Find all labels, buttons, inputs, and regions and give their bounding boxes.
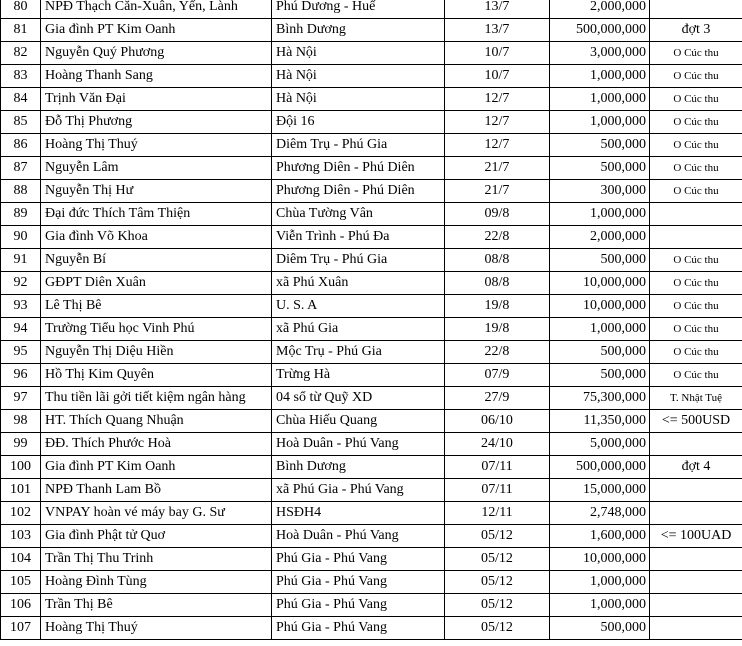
row-number-cell: 85 bbox=[1, 111, 41, 134]
table-row bbox=[1, 318, 742, 341]
row-number-cell: 104 bbox=[1, 548, 41, 571]
table-row bbox=[1, 65, 742, 88]
amount-cell: 500,000 bbox=[550, 157, 650, 180]
location-cell: Hoà Duân - Phú Vang bbox=[272, 525, 445, 548]
note-cell bbox=[650, 502, 742, 525]
amount-cell: 3,000,000 bbox=[550, 42, 650, 65]
donor-name-cell: Hồ Thị Kim Quyên bbox=[41, 364, 272, 387]
date-cell: 06/10 bbox=[445, 410, 550, 433]
table-row bbox=[1, 410, 742, 433]
table-row bbox=[1, 272, 742, 295]
note-cell: O Cúc thu bbox=[650, 318, 742, 341]
table-row bbox=[1, 180, 742, 203]
location-cell: Bình Dương bbox=[272, 456, 445, 479]
donor-name-cell: Gia đình PT Kim Oanh bbox=[41, 456, 272, 479]
note-cell: O Cúc thu bbox=[650, 88, 742, 111]
location-cell: xã Phú Gia - Phú Vang bbox=[272, 479, 445, 502]
donor-name-cell: Hoàng Đình Tùng bbox=[41, 571, 272, 594]
table-row bbox=[1, 226, 742, 249]
row-number-cell: 90 bbox=[1, 226, 41, 249]
donor-name-cell: Gia đình PT Kim Oanh bbox=[41, 19, 272, 42]
date-cell: 22/8 bbox=[445, 341, 550, 364]
date-cell: 09/8 bbox=[445, 203, 550, 226]
date-cell: 21/7 bbox=[445, 157, 550, 180]
date-cell: 12/7 bbox=[445, 111, 550, 134]
amount-cell: 2,000,000 bbox=[550, 226, 650, 249]
date-cell: 08/8 bbox=[445, 249, 550, 272]
location-cell: Phương Diên - Phú Diên bbox=[272, 157, 445, 180]
amount-cell: 500,000 bbox=[550, 617, 650, 640]
amount-cell: 500,000,000 bbox=[550, 456, 650, 479]
donor-name-cell: Đỗ Thị Phương bbox=[41, 111, 272, 134]
table-row bbox=[1, 157, 742, 180]
amount-cell: 10,000,000 bbox=[550, 295, 650, 318]
row-number-cell: 98 bbox=[1, 410, 41, 433]
note-cell: O Cúc thu bbox=[650, 180, 742, 203]
location-cell: xã Phú Gia bbox=[272, 318, 445, 341]
note-cell bbox=[650, 479, 742, 502]
row-number-cell: 95 bbox=[1, 341, 41, 364]
donor-name-cell: Hoàng Thị Thuý bbox=[41, 134, 272, 157]
location-cell: Mộc Trụ - Phú Gia bbox=[272, 341, 445, 364]
note-cell bbox=[650, 571, 742, 594]
row-number-cell: 100 bbox=[1, 456, 41, 479]
row-number-cell: 101 bbox=[1, 479, 41, 502]
note-cell: O Cúc thu bbox=[650, 249, 742, 272]
date-cell: 13/7 bbox=[445, 19, 550, 42]
date-cell: 12/7 bbox=[445, 134, 550, 157]
note-cell: <= 500USD bbox=[650, 410, 742, 433]
location-cell: Phú Gia - Phú Vang bbox=[272, 548, 445, 571]
table-row bbox=[1, 548, 742, 571]
note-cell bbox=[650, 433, 742, 456]
table-row bbox=[1, 387, 742, 410]
date-cell: 07/11 bbox=[445, 479, 550, 502]
row-number-cell: 97 bbox=[1, 387, 41, 410]
note-cell bbox=[650, 594, 742, 617]
row-number-cell: 96 bbox=[1, 364, 41, 387]
date-cell: 22/8 bbox=[445, 226, 550, 249]
donor-name-cell: Trịnh Văn Đại bbox=[41, 88, 272, 111]
date-cell: 12/7 bbox=[445, 88, 550, 111]
row-number-cell: 102 bbox=[1, 502, 41, 525]
row-number-cell: 92 bbox=[1, 272, 41, 295]
amount-cell: 15,000,000 bbox=[550, 479, 650, 502]
donor-name-cell: Hoàng Thị Thuý bbox=[41, 617, 272, 640]
donor-name-cell: NPĐ Thạch Căn-Xuân, Yến, Lành bbox=[41, 0, 272, 19]
location-cell: Phú Dương - Huế bbox=[272, 0, 445, 19]
donor-name-cell: Trần Thị Bê bbox=[41, 594, 272, 617]
amount-cell: 500,000,000 bbox=[550, 19, 650, 42]
donor-name-cell: HT. Thích Quang Nhuận bbox=[41, 410, 272, 433]
amount-cell: 500,000 bbox=[550, 341, 650, 364]
date-cell: 08/8 bbox=[445, 272, 550, 295]
donor-name-cell: Nguyễn Bí bbox=[41, 249, 272, 272]
note-cell: đợt 3 bbox=[650, 19, 742, 42]
row-number-cell: 106 bbox=[1, 594, 41, 617]
date-cell: 10/7 bbox=[445, 65, 550, 88]
donor-name-cell: Nguyễn Thị Diệu Hiền bbox=[41, 341, 272, 364]
note-cell: <= 100UAD bbox=[650, 525, 742, 548]
row-number-cell: 107 bbox=[1, 617, 41, 640]
date-cell: 19/8 bbox=[445, 318, 550, 341]
row-number-cell: 81 bbox=[1, 19, 41, 42]
row-number-cell: 80 bbox=[1, 0, 41, 19]
date-cell: 21/7 bbox=[445, 180, 550, 203]
location-cell: Bình Dương bbox=[272, 19, 445, 42]
amount-cell: 2,000,000 bbox=[550, 0, 650, 19]
donor-name-cell: ĐĐ. Thích Phước Hoà bbox=[41, 433, 272, 456]
note-cell: O Cúc thu bbox=[650, 295, 742, 318]
amount-cell: 11,350,000 bbox=[550, 410, 650, 433]
amount-cell: 1,000,000 bbox=[550, 594, 650, 617]
table-row bbox=[1, 525, 742, 548]
table-row bbox=[1, 134, 742, 157]
location-cell: 04 sổ từ Quỹ XD bbox=[272, 387, 445, 410]
donor-name-cell: Thu tiền lãi gởi tiết kiệm ngân hàng bbox=[41, 387, 272, 410]
table-row bbox=[1, 111, 742, 134]
donor-name-cell: VNPAY hoàn vé máy bay G. Sư bbox=[41, 502, 272, 525]
location-cell: Chùa Tường Vân bbox=[272, 203, 445, 226]
amount-cell: 300,000 bbox=[550, 180, 650, 203]
date-cell: 05/12 bbox=[445, 617, 550, 640]
donor-name-cell: Hoàng Thanh Sang bbox=[41, 65, 272, 88]
amount-cell: 1,600,000 bbox=[550, 525, 650, 548]
donor-name-cell: Nguyễn Quý Phương bbox=[41, 42, 272, 65]
location-cell: HSĐH4 bbox=[272, 502, 445, 525]
row-number-cell: 82 bbox=[1, 42, 41, 65]
donor-name-cell: Gia đình Võ Khoa bbox=[41, 226, 272, 249]
note-cell: O Cúc thu bbox=[650, 272, 742, 295]
table-row bbox=[1, 502, 742, 525]
amount-cell: 75,300,000 bbox=[550, 387, 650, 410]
amount-cell: 1,000,000 bbox=[550, 571, 650, 594]
location-cell: Hà Nội bbox=[272, 65, 445, 88]
table-row bbox=[1, 364, 742, 387]
location-cell: Chùa Hiếu Quang bbox=[272, 410, 445, 433]
amount-cell: 500,000 bbox=[550, 364, 650, 387]
row-number-cell: 86 bbox=[1, 134, 41, 157]
table-row bbox=[1, 571, 742, 594]
note-cell: O Cúc thu bbox=[650, 65, 742, 88]
amount-cell: 500,000 bbox=[550, 134, 650, 157]
date-cell: 10/7 bbox=[445, 42, 550, 65]
donor-name-cell: NPĐ Thanh Lam Bồ bbox=[41, 479, 272, 502]
note-cell: O Cúc thu bbox=[650, 111, 742, 134]
note-cell bbox=[650, 617, 742, 640]
location-cell: Hà Nội bbox=[272, 42, 445, 65]
donor-name-cell: Trần Thị Thu Trinh bbox=[41, 548, 272, 571]
row-number-cell: 93 bbox=[1, 295, 41, 318]
donor-name-cell: Nguyễn Lâm bbox=[41, 157, 272, 180]
date-cell: 05/12 bbox=[445, 525, 550, 548]
table-row bbox=[1, 88, 742, 111]
date-cell: 24/10 bbox=[445, 433, 550, 456]
location-cell: xã Phú Xuân bbox=[272, 272, 445, 295]
date-cell: 07/9 bbox=[445, 364, 550, 387]
table-row bbox=[1, 617, 742, 640]
location-cell: Trừng Hà bbox=[272, 364, 445, 387]
location-cell: Viễn Trình - Phú Đa bbox=[272, 226, 445, 249]
donor-name-cell: Lê Thị Bê bbox=[41, 295, 272, 318]
location-cell: Diêm Trụ - Phú Gia bbox=[272, 249, 445, 272]
date-cell: 19/8 bbox=[445, 295, 550, 318]
row-number-cell: 103 bbox=[1, 525, 41, 548]
location-cell: Phú Gia - Phú Vang bbox=[272, 617, 445, 640]
location-cell: Đội 16 bbox=[272, 111, 445, 134]
amount-cell: 2,748,000 bbox=[550, 502, 650, 525]
amount-cell: 10,000,000 bbox=[550, 272, 650, 295]
location-cell: Phú Gia - Phú Vang bbox=[272, 571, 445, 594]
note-cell: O Cúc thu bbox=[650, 364, 742, 387]
amount-cell: 1,000,000 bbox=[550, 65, 650, 88]
donor-name-cell: Đại đức Thích Tâm Thiện bbox=[41, 203, 272, 226]
table-row bbox=[1, 295, 742, 318]
donor-name-cell: Nguyễn Thị Hư bbox=[41, 180, 272, 203]
row-number-cell: 99 bbox=[1, 433, 41, 456]
date-cell: 05/12 bbox=[445, 594, 550, 617]
amount-cell: 500,000 bbox=[550, 249, 650, 272]
amount-cell: 1,000,000 bbox=[550, 318, 650, 341]
note-cell: O Cúc thu bbox=[650, 157, 742, 180]
date-cell: 05/12 bbox=[445, 571, 550, 594]
location-cell: Diêm Trụ - Phú Gia bbox=[272, 134, 445, 157]
note-cell bbox=[650, 548, 742, 571]
amount-cell: 1,000,000 bbox=[550, 111, 650, 134]
donor-name-cell: Trường Tiểu học Vinh Phú bbox=[41, 318, 272, 341]
table-row bbox=[1, 433, 742, 456]
note-cell: T. Nhật Tuệ bbox=[650, 387, 742, 410]
table-row bbox=[1, 0, 742, 19]
date-cell: 05/12 bbox=[445, 548, 550, 571]
amount-cell: 5,000,000 bbox=[550, 433, 650, 456]
location-cell: Hoà Duân - Phú Vang bbox=[272, 433, 445, 456]
row-number-cell: 88 bbox=[1, 180, 41, 203]
date-cell: 07/11 bbox=[445, 456, 550, 479]
donor-name-cell: Gia đình Phật tử Quơ bbox=[41, 525, 272, 548]
table-row bbox=[1, 19, 742, 42]
table-row bbox=[1, 341, 742, 364]
location-cell: Hà Nội bbox=[272, 88, 445, 111]
table-row bbox=[1, 594, 742, 617]
table-row bbox=[1, 456, 742, 479]
row-number-cell: 83 bbox=[1, 65, 41, 88]
location-cell: U. S. A bbox=[272, 295, 445, 318]
ledger-body bbox=[1, 0, 742, 640]
donor-name-cell: GĐPT Diên Xuân bbox=[41, 272, 272, 295]
amount-cell: 1,000,000 bbox=[550, 88, 650, 111]
row-number-cell: 87 bbox=[1, 157, 41, 180]
date-cell: 12/11 bbox=[445, 502, 550, 525]
row-number-cell: 105 bbox=[1, 571, 41, 594]
table-row bbox=[1, 479, 742, 502]
note-cell: O Cúc thu bbox=[650, 341, 742, 364]
note-cell bbox=[650, 0, 742, 19]
note-cell: O Cúc thu bbox=[650, 42, 742, 65]
location-cell: Phương Diên - Phú Diên bbox=[272, 180, 445, 203]
row-number-cell: 89 bbox=[1, 203, 41, 226]
note-cell: đợt 4 bbox=[650, 456, 742, 479]
amount-cell: 10,000,000 bbox=[550, 548, 650, 571]
row-number-cell: 91 bbox=[1, 249, 41, 272]
note-cell bbox=[650, 226, 742, 249]
table-row bbox=[1, 203, 742, 226]
amount-cell: 1,000,000 bbox=[550, 203, 650, 226]
table-row bbox=[1, 42, 742, 65]
date-cell: 13/7 bbox=[445, 0, 550, 19]
row-number-cell: 94 bbox=[1, 318, 41, 341]
table-row bbox=[1, 249, 742, 272]
location-cell: Phú Gia - Phú Vang bbox=[272, 594, 445, 617]
note-cell bbox=[650, 203, 742, 226]
note-cell: O Cúc thu bbox=[650, 134, 742, 157]
date-cell: 27/9 bbox=[445, 387, 550, 410]
row-number-cell: 84 bbox=[1, 88, 41, 111]
